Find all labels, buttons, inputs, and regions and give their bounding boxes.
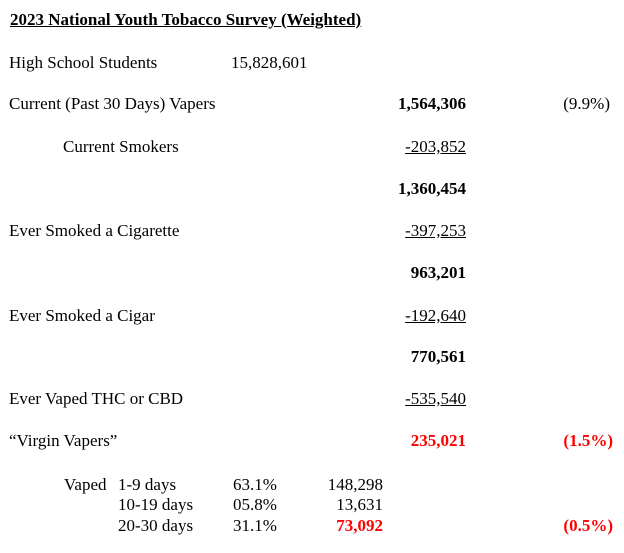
high-school-label: High School Students	[9, 53, 158, 72]
cigar-label: Ever Smoked a Cigar	[9, 306, 155, 325]
breakdown-range: 20-30 days	[118, 516, 194, 535]
thc-value: -535,540	[405, 389, 466, 408]
breakdown-count: 148,298	[327, 475, 383, 494]
subtotal-after-cigar: 770,561	[410, 347, 466, 366]
breakdown-share: (0.5%)	[563, 516, 613, 535]
breakdown-pct: 63.1%	[233, 475, 277, 494]
smokers-label: Current Smokers	[63, 137, 179, 156]
breakdown-lead: Vaped	[64, 475, 107, 494]
cigar-value: -192,640	[405, 306, 466, 325]
subtotal-after-cigarette: 963,201	[410, 263, 466, 282]
breakdown-pct: 05.8%	[233, 495, 277, 514]
breakdown-range: 10-19 days	[118, 495, 194, 514]
smokers-value: -203,852	[405, 137, 466, 156]
page-title: 2023 National Youth Tobacco Survey (Weighted)	[10, 10, 362, 29]
breakdown-count: 73,092	[336, 516, 383, 535]
high-school-value: 15,828,601	[231, 53, 308, 72]
cigarette-value: -397,253	[405, 221, 466, 240]
subtotal-after-smokers: 1,360,454	[398, 179, 466, 198]
breakdown-pct: 31.1%	[233, 516, 277, 535]
thc-label: Ever Vaped THC or CBD	[9, 389, 184, 408]
virgin-vapers-percent: (1.5%)	[563, 431, 613, 450]
vapers-label: Current (Past 30 Days) Vapers	[9, 94, 216, 113]
virgin-vapers-label: “Virgin Vapers”	[9, 431, 118, 450]
virgin-vapers-value: 235,021	[410, 431, 466, 450]
vapers-value: 1,564,306	[398, 94, 466, 113]
cigarette-label: Ever Smoked a Cigarette	[9, 221, 180, 240]
breakdown-count: 13,631	[336, 495, 383, 514]
vapers-percent: (9.9%)	[563, 94, 610, 113]
breakdown-range: 1-9 days	[118, 475, 177, 494]
